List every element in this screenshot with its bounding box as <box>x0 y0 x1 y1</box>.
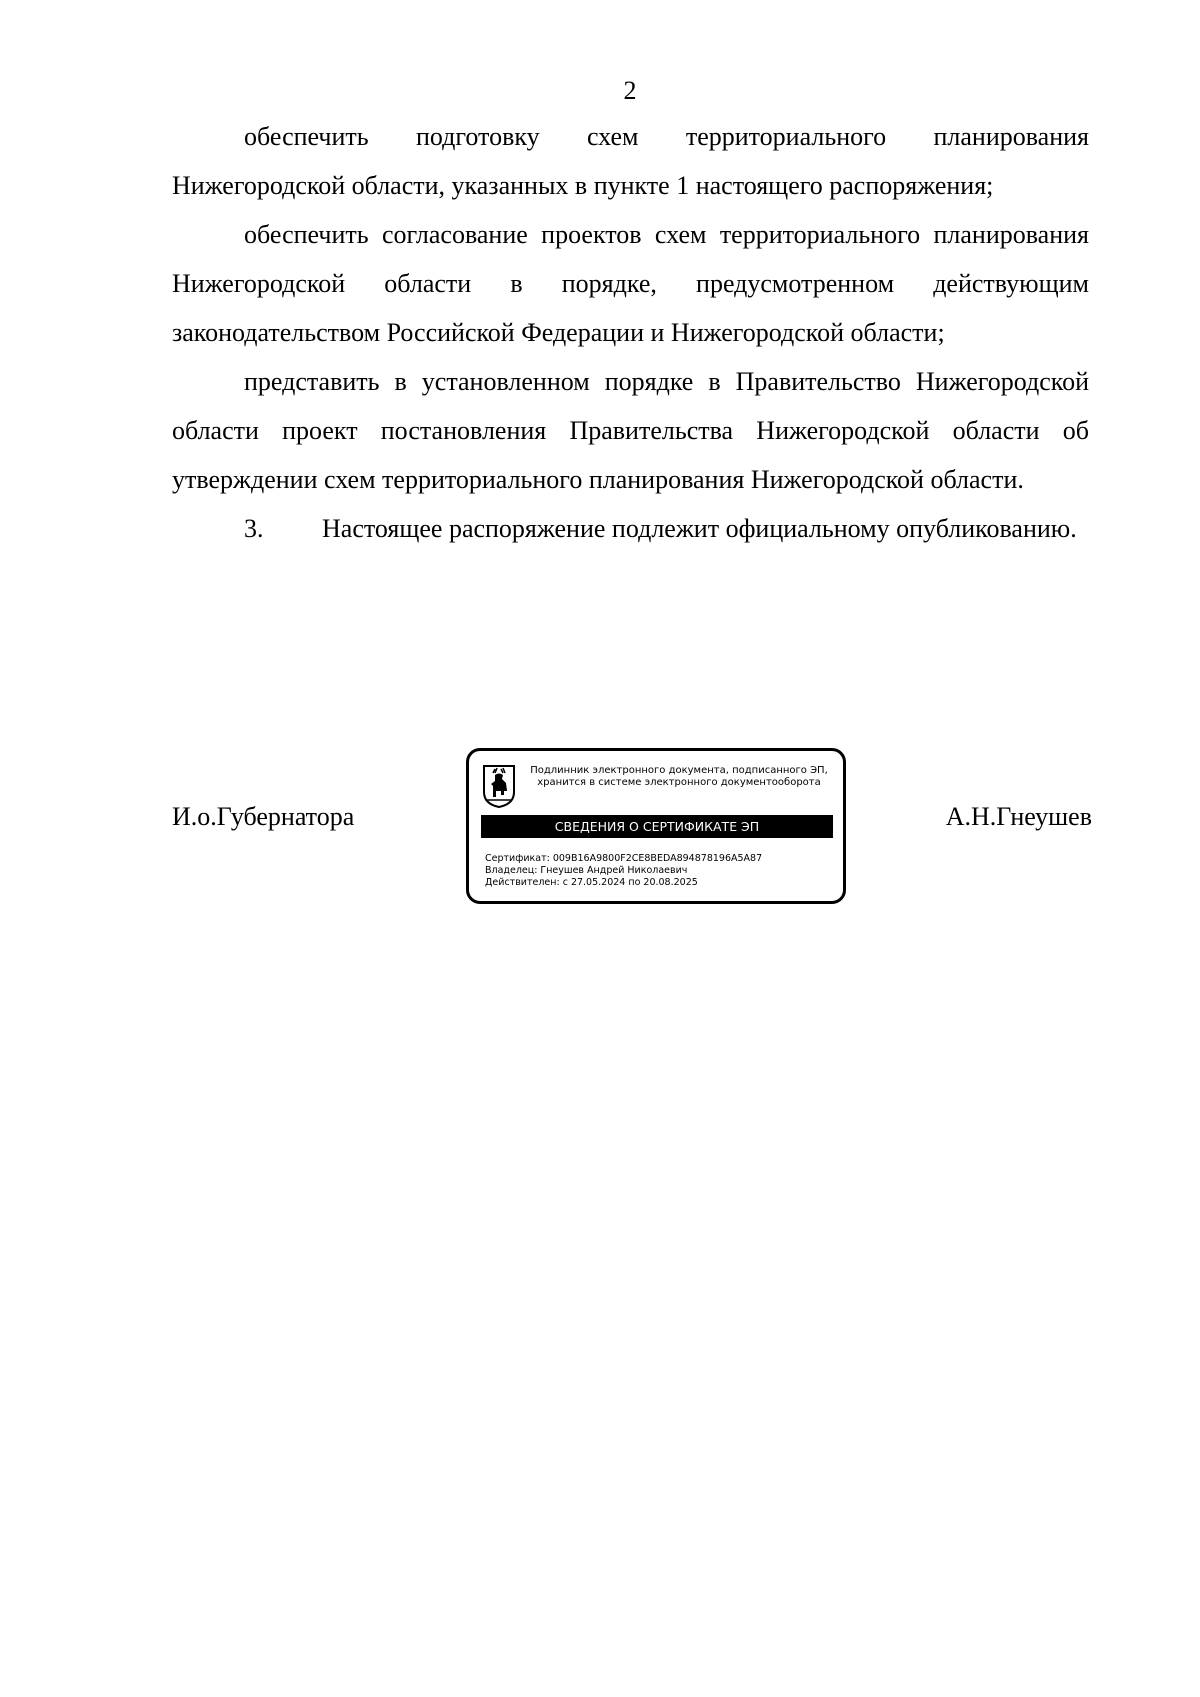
deer-emblem-icon <box>482 764 516 808</box>
paragraph-submit-resolution: представить в установленном порядке в Правительство Нижегородской области проект постановления Правительства Нижегородской области об утверждении схем территориального планирования Нижегородской области. <box>172 367 1089 494</box>
certificate-owner: Владелец: Гнеушев Андрей Николаевич <box>485 865 688 876</box>
stamp-notice-line-2: хранится в системе электронного документооборота <box>537 777 821 788</box>
signatory-title: И.о.Губернатора <box>172 802 355 831</box>
paragraph-item-3 <box>172 504 1089 553</box>
stamp-notice <box>519 765 839 789</box>
paragraph-prepare-schemes: обеспечить подготовку схем территориального планирования Нижегородской области, указанных в пункте 1 настоящего распоряжения; <box>172 122 1089 200</box>
signatory-name: А.Н.Гнеушев <box>945 802 1092 831</box>
certificate-validity: Действителен: с 27.05.2024 по 20.08.2025 <box>485 877 698 888</box>
page-number: 2 <box>623 76 637 105</box>
electronic-signature-stamp <box>466 748 846 904</box>
certificate-details <box>485 853 762 889</box>
paragraph-approve-projects: обеспечить согласование проектов схем территориального планирования Нижегородской области в порядке, предусмотренном действующим законодательством Российской Федерации и Нижегородской области; <box>172 220 1089 347</box>
stamp-notice-line-1: Подлинник электронного документа, подписанного ЭП, <box>530 765 828 776</box>
item-text: Настоящее распоряжение подлежит официальному опубликованию. <box>322 514 1077 543</box>
certificate-number: Сертификат: 009B16A9800F2CE8BEDA894878196A5A87 <box>485 853 763 864</box>
document-body <box>172 112 1089 553</box>
stamp-header-bar: СВЕДЕНИЯ О СЕРТИФИКАТЕ ЭП <box>481 815 833 838</box>
item-number: 3. <box>244 514 264 543</box>
